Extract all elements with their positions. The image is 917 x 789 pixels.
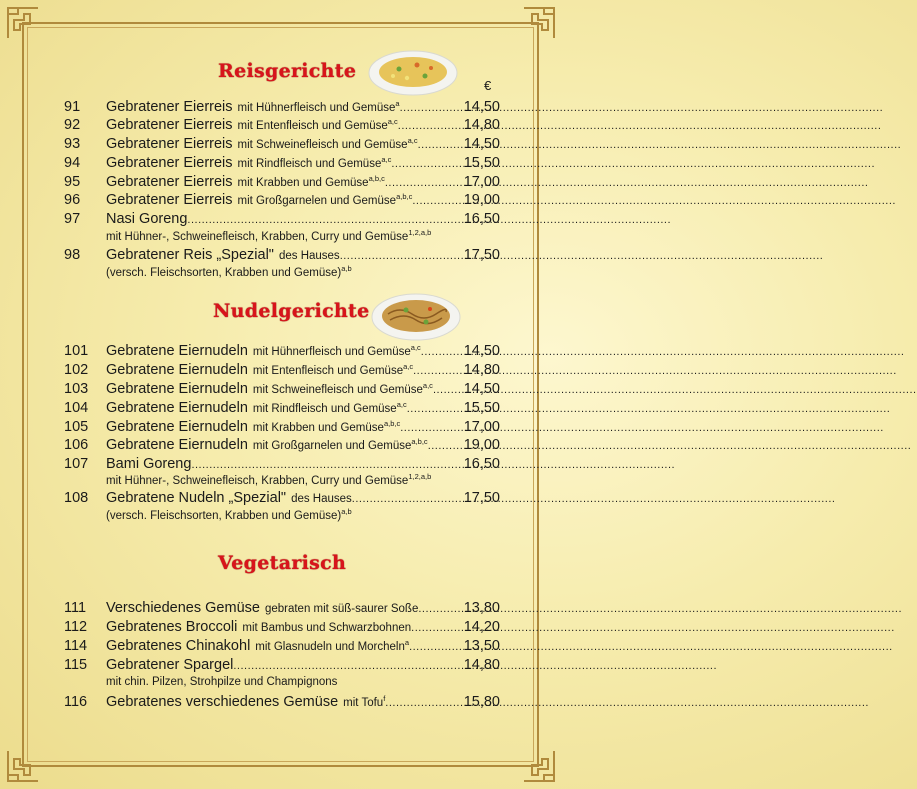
item-price: 15,50 xyxy=(463,400,500,416)
item-subdescription-text: (versch. Fleischsorten, Krabben und Gemüse) xyxy=(106,267,342,279)
item-price: 16,50 xyxy=(463,456,500,472)
menu-item xyxy=(64,210,500,229)
item-description-text: mit Großgarnelen und Gemüse xyxy=(252,440,412,452)
item-description xyxy=(242,619,411,638)
dot-leader xyxy=(398,117,462,136)
item-name: Gebratener Eierreis xyxy=(106,136,233,152)
item-price: 14,20 xyxy=(463,619,500,635)
item-name: Nasi Goreng xyxy=(106,211,188,227)
menu-item xyxy=(64,436,500,455)
currency-symbol: € xyxy=(484,78,492,93)
item-description xyxy=(238,136,418,155)
menu-item xyxy=(64,637,500,656)
menu-item xyxy=(64,135,500,154)
menu-item xyxy=(64,361,500,380)
item-description-text: mit Schweinefleisch und Gemüse xyxy=(237,139,408,151)
item-description-text: des Hauses xyxy=(291,493,352,505)
allergen-note: a,b xyxy=(341,264,352,273)
item-number: 105 xyxy=(64,419,89,435)
dot-leader xyxy=(433,381,462,400)
section-title-rice: Reisgerichte xyxy=(218,60,357,82)
item-subdescription-text: (versch. Fleischsorten, Krabben und Gemüse) xyxy=(106,510,342,522)
allergen-note: a xyxy=(395,99,400,108)
item-name: Gebratenes Broccoli xyxy=(106,619,238,635)
item-number: 98 xyxy=(64,247,81,263)
item-description xyxy=(343,694,385,713)
allergen-note: 1,2,a,b xyxy=(408,472,432,481)
item-description-text: gebraten mit süß-saurer Soße xyxy=(264,603,419,615)
item-number: 106 xyxy=(64,437,89,453)
item-price: 14,50 xyxy=(463,343,500,359)
menu-item xyxy=(64,98,500,117)
item-price: 17,00 xyxy=(463,174,500,190)
item-description-text: mit Tofu xyxy=(343,697,384,709)
item-subdescription-text: mit chin. Pilzen, Strohpilze und Champignons xyxy=(106,676,338,688)
dot-leader xyxy=(428,437,462,456)
item-name: Gebratener Eierreis xyxy=(106,192,233,208)
item-name: Gebratene Nudeln „Spezial" xyxy=(106,490,287,506)
menu-item xyxy=(64,342,500,361)
item-price: 17,50 xyxy=(463,490,500,506)
item-name: Bami Goreng xyxy=(106,456,192,472)
item-description-text: mit Entenfleisch und Gemüse xyxy=(252,365,404,377)
item-description xyxy=(253,362,413,381)
menu-item xyxy=(64,380,500,399)
dot-leader xyxy=(391,155,461,174)
item-subdescription xyxy=(106,674,337,690)
item-number: 102 xyxy=(64,362,89,378)
allergen-note: f xyxy=(383,694,386,703)
allergen-note: a,b,c xyxy=(368,174,385,183)
section-title-vegetarian: Vegetarisch xyxy=(218,552,347,574)
item-subdescription xyxy=(106,508,352,524)
item-name: Gebratener Eierreis xyxy=(106,117,233,133)
menu-item xyxy=(64,246,500,265)
menu-item xyxy=(64,154,500,173)
item-description xyxy=(238,117,398,136)
corner-ornament-icon xyxy=(6,6,40,40)
item-price: 15,50 xyxy=(463,155,500,171)
item-description xyxy=(279,247,340,266)
allergen-note: a,b,c xyxy=(383,419,401,428)
item-number: 114 xyxy=(64,638,88,654)
item-price: 13,80 xyxy=(463,600,500,616)
item-description xyxy=(253,437,428,456)
item-name: Verschiedenes Gemüse xyxy=(106,600,260,616)
menu-item xyxy=(64,656,500,675)
allergen-note: 1,2,a,b xyxy=(408,228,432,237)
item-name: Gebratene Eiernudeln xyxy=(106,362,248,378)
item-name: Gebratene Eiernudeln xyxy=(106,343,248,359)
item-price: 17,50 xyxy=(463,247,500,263)
item-name: Gebratener Eierreis xyxy=(106,155,233,171)
menu-item xyxy=(64,599,500,618)
item-number: 92 xyxy=(64,117,81,133)
item-price: 14,80 xyxy=(463,657,500,673)
item-description xyxy=(253,381,433,400)
item-subdescription-text: mit Hühner-, Schweinefleisch, Krabben, Curry und Gemüse xyxy=(106,231,409,243)
item-number: 93 xyxy=(64,136,81,152)
item-price: 14,50 xyxy=(463,99,500,115)
item-number: 115 xyxy=(64,657,88,673)
item-price: 13,50 xyxy=(463,638,500,654)
allergen-note: a,b,c xyxy=(396,192,413,201)
fried-noodles-plate-image xyxy=(370,290,462,342)
item-description-text: mit Hühnerfleisch und Gemüse xyxy=(252,346,411,358)
menu-item xyxy=(64,191,500,210)
item-name: Gebratener Reis „Spezial" xyxy=(106,247,274,263)
item-number: 95 xyxy=(64,174,81,190)
dot-leader xyxy=(340,247,462,266)
item-price: 19,00 xyxy=(463,192,500,208)
allergen-note: a,c xyxy=(396,400,407,409)
item-description xyxy=(255,638,409,657)
dot-leader xyxy=(413,362,462,381)
item-number: 101 xyxy=(64,343,89,359)
menu-item xyxy=(64,173,500,192)
allergen-note: a xyxy=(404,638,410,647)
item-number: 96 xyxy=(64,192,81,208)
item-description xyxy=(265,600,418,619)
menu-item xyxy=(64,418,500,437)
item-name: Gebratener Eierreis xyxy=(106,174,233,190)
item-name: Gebratene Eiernudeln xyxy=(106,437,248,453)
item-name: Gebratener Eierreis xyxy=(106,99,233,115)
fried-rice-plate-image xyxy=(367,47,459,97)
item-name: Gebratene Eiernudeln xyxy=(106,381,248,397)
item-description-text: mit Krabben und Gemüse xyxy=(237,177,369,189)
menu-item xyxy=(64,489,500,508)
item-subdescription-text: mit Hühner-, Schweinefleisch, Krabben, Curry und Gemüse xyxy=(106,475,409,487)
allergen-note: a,c xyxy=(422,381,433,390)
item-subdescription xyxy=(106,229,431,245)
item-number: 116 xyxy=(64,694,88,710)
item-description xyxy=(253,400,407,419)
menu-item xyxy=(64,455,500,474)
corner-ornament-icon xyxy=(6,749,40,783)
item-number: 97 xyxy=(64,211,81,227)
menu-item xyxy=(64,116,500,135)
item-description-text: mit Bambus und Schwarzbohnen xyxy=(242,622,412,634)
item-subdescription xyxy=(106,473,431,489)
corner-ornament-icon xyxy=(522,6,556,40)
item-price: 14,50 xyxy=(463,136,500,152)
item-price: 15,80 xyxy=(463,694,500,710)
item-description-text: mit Entenfleisch und Gemüse xyxy=(237,120,388,132)
item-price: 17,00 xyxy=(463,419,500,435)
item-description-text: mit Rindfleisch und Gemüse xyxy=(237,158,382,170)
dot-leader xyxy=(409,638,462,657)
item-description-text: mit Krabben und Gemüse xyxy=(252,422,384,434)
allergen-note: a,c xyxy=(381,155,392,164)
item-description-text: mit Rindfleisch und Gemüse xyxy=(252,403,397,415)
item-description-text: mit Glasnudeln und Morcheln xyxy=(255,641,405,653)
item-price: 16,50 xyxy=(463,211,500,227)
section-title-noodles: Nudelgerichte xyxy=(213,300,370,322)
allergen-note: a,b xyxy=(341,507,352,516)
item-description xyxy=(238,192,413,211)
item-price: 14,80 xyxy=(463,117,500,133)
allergen-note: a,c xyxy=(387,117,398,126)
item-name: Gebratener Spargel xyxy=(106,657,234,673)
item-description xyxy=(238,155,392,174)
allergen-note: a,c xyxy=(403,362,414,371)
item-description-text: mit Hühnerfleisch und Gemüse xyxy=(237,102,396,114)
item-description-text: des Hauses xyxy=(278,250,340,262)
menu-item xyxy=(64,399,500,418)
item-number: 104 xyxy=(64,400,89,416)
item-description-text: mit Großgarnelen und Gemüse xyxy=(237,195,397,207)
item-number: 111 xyxy=(64,600,87,616)
item-description-text: mit Schweinefleisch und Gemüse xyxy=(252,384,423,396)
item-subdescription xyxy=(106,265,352,281)
item-description xyxy=(253,343,421,362)
dot-leader xyxy=(418,600,461,619)
item-price: 14,80 xyxy=(463,362,500,378)
item-price: 19,00 xyxy=(463,437,500,453)
allergen-note: a,c xyxy=(410,343,421,352)
item-number: 108 xyxy=(64,490,89,506)
menu-item xyxy=(64,618,500,637)
item-name: Gebratenes Chinakohl xyxy=(106,638,251,654)
item-number: 94 xyxy=(64,155,81,171)
item-price: 14,50 xyxy=(463,381,500,397)
allergen-note: a,b,c xyxy=(411,437,428,446)
dot-leader xyxy=(352,490,462,509)
dot-leader xyxy=(418,136,462,155)
item-number: 107 xyxy=(64,456,89,472)
item-name: Gebratene Eiernudeln xyxy=(106,400,248,416)
dot-leader xyxy=(385,694,461,713)
corner-ornament-icon xyxy=(522,749,556,783)
item-number: 112 xyxy=(64,619,88,635)
item-number: 103 xyxy=(64,381,89,397)
dot-leader xyxy=(411,619,462,638)
dot-leader xyxy=(407,400,462,419)
dot-leader xyxy=(412,192,461,211)
dot-leader xyxy=(421,343,462,362)
menu-item xyxy=(64,693,500,712)
item-name: Gebratenes verschiedenes Gemüse xyxy=(106,694,339,710)
item-number: 91 xyxy=(64,99,81,115)
item-name: Gebratene Eiernudeln xyxy=(106,419,248,435)
allergen-note: a,c xyxy=(407,136,418,145)
